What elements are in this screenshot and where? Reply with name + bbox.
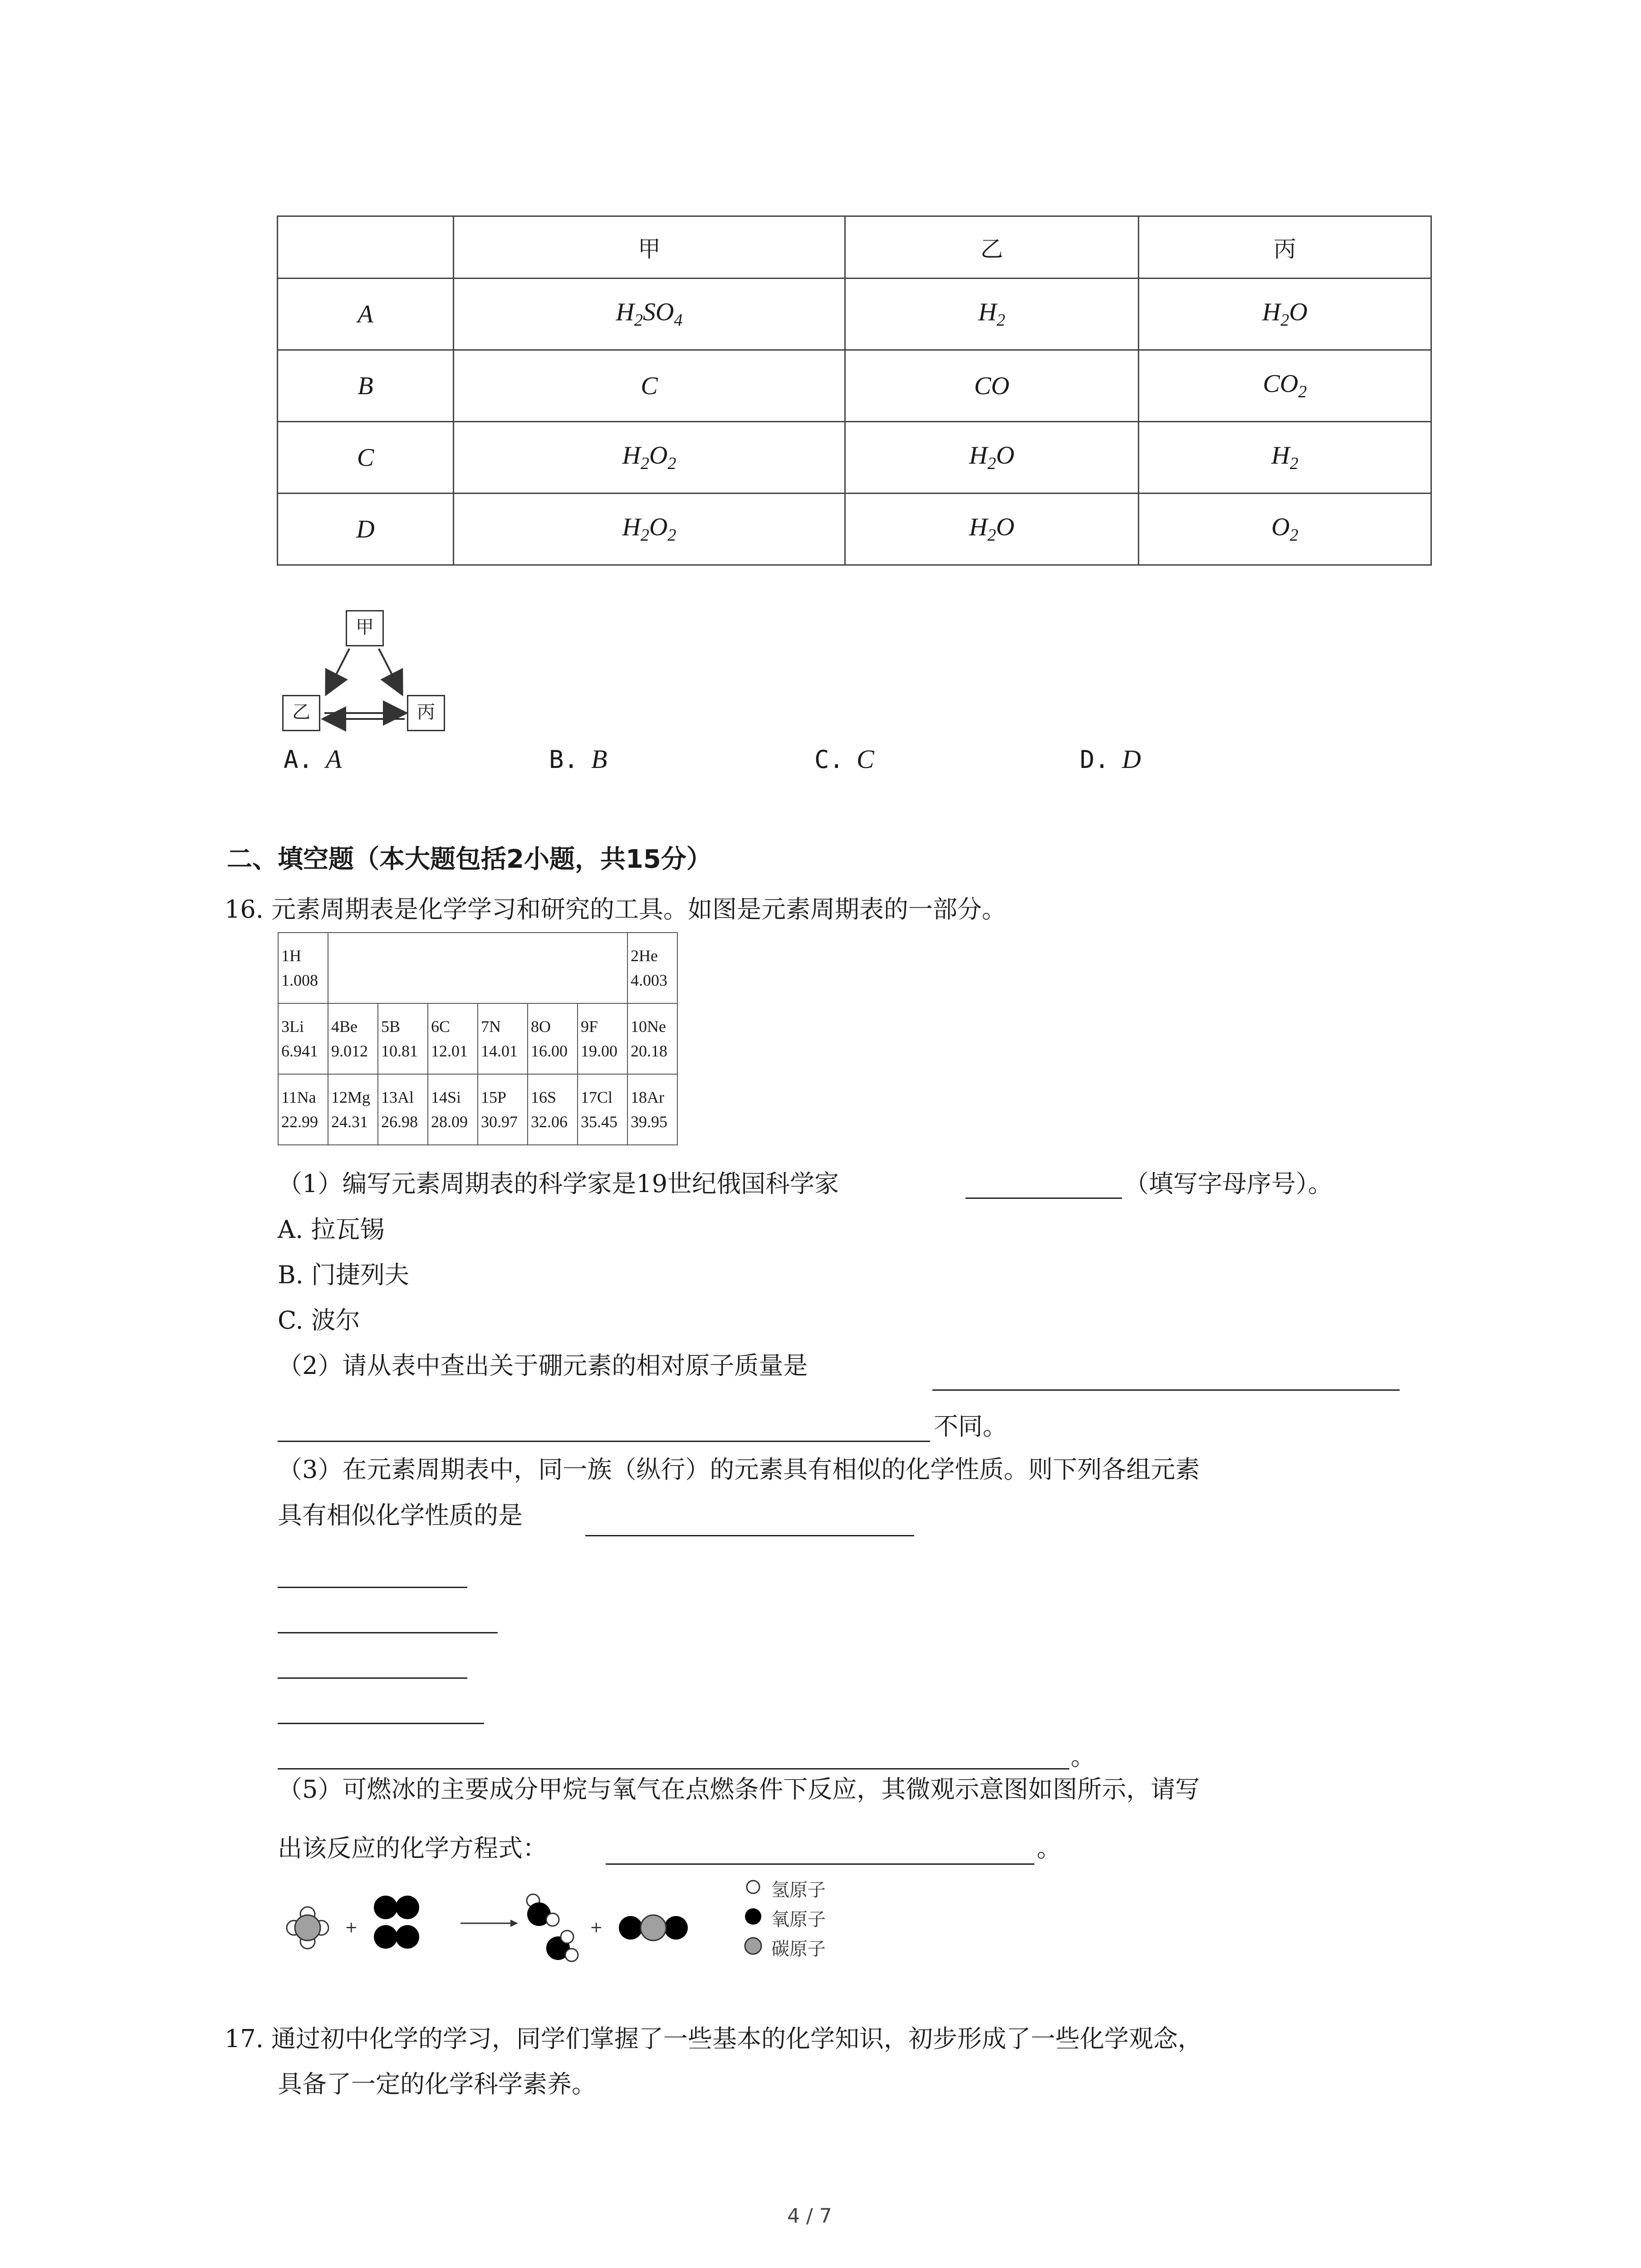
arrow-jia-to-bing — [379, 649, 402, 693]
element-cell: 1H 1.008 — [278, 933, 328, 1003]
answer-blank-1[interactable] — [965, 1198, 1122, 1199]
element-cell: 5B 10.81 — [378, 1003, 428, 1074]
element-cell: 10Ne 20.18 — [627, 1003, 677, 1074]
table-row — [278, 494, 1431, 565]
answer-blank-3[interactable] — [585, 1535, 914, 1536]
element-cell: 9F 19.00 — [578, 1003, 627, 1074]
formula-cell: $H_2O$ — [845, 422, 1139, 494]
formula-cell: $CO_2$ — [1139, 350, 1431, 422]
answer-blank-2a[interactable] — [932, 1389, 1400, 1391]
water-molecules — [527, 1894, 578, 1961]
element-cell: 8O 16.00 — [528, 1003, 578, 1074]
option-d[interactable]: D. D — [1080, 744, 1141, 774]
formula-cell: $O_2$ — [1139, 494, 1431, 565]
section-title: 二、填空题（本大题包括2小题，共15分） — [227, 845, 712, 874]
answer-blank-5[interactable] — [606, 1863, 1034, 1865]
diagram-node-bing: 丙 — [407, 695, 445, 731]
choice-c: C. 波尔 — [278, 1306, 360, 1334]
row-label: B — [278, 350, 454, 422]
oxygen-legend-icon — [745, 1908, 761, 1925]
formula-cell: $H_2$ — [845, 279, 1139, 350]
diagram-node-yi: 乙 — [282, 695, 320, 731]
legend-oxygen: 氧原子 — [771, 1909, 826, 1930]
q16-part5-line2: 出该反应的化学方程式： — [278, 1834, 547, 1862]
formula-cell: $H_2O_2$ — [454, 494, 845, 565]
choice-b: B. 门捷列夫 — [278, 1261, 410, 1289]
table-row — [278, 279, 1431, 350]
answer-blank-line[interactable] — [278, 1677, 467, 1679]
q16-part5-line1: （5）可燃冰的主要成分甲烷与氧气在点燃条件下反应，其微观示意图如图所示，请写 — [278, 1775, 1200, 1804]
plus-sign: + — [345, 1918, 358, 1936]
periodic-table — [278, 932, 678, 1145]
element-cell: 4Be 9.012 — [328, 1003, 378, 1074]
answer-blank-line[interactable] — [278, 1587, 467, 1588]
legend-hydrogen: 氢原子 — [771, 1880, 826, 1901]
q16-stem: 16. 元素周期表是化学学习和研究的工具。如图是元素周期表的一部分。 — [225, 895, 1007, 924]
q16-part5-end: 。 — [1037, 1834, 1061, 1862]
row-label: A — [278, 279, 454, 350]
formula-cell: CO — [845, 350, 1139, 422]
carbon-legend-icon — [745, 1938, 761, 1954]
element-cell: 14Si 28.09 — [428, 1074, 478, 1145]
period-mark: 。 — [1071, 1742, 1095, 1771]
q16-part1-tail: （填写字母序号）。 — [1124, 1169, 1332, 1198]
q17-line1: 17. 通过初中化学的学习，同学们掌握了一些基本的化学知识，初步形成了一些化学观念， — [225, 2024, 1203, 2053]
answer-blank-line[interactable] — [278, 1768, 1069, 1769]
q17-line2: 具备了一定的化学科学素养。 — [278, 2070, 596, 2098]
options-table — [277, 215, 1432, 566]
element-cell: 11Na 22.99 — [278, 1074, 328, 1145]
q16-part1: （1）编写元素周期表的科学家是19世纪俄国科学家 — [278, 1169, 839, 1198]
element-cell: 12Mg 24.31 — [328, 1074, 378, 1145]
element-cell: 16S 32.06 — [528, 1074, 578, 1145]
option-c[interactable]: C. C — [814, 744, 874, 774]
element-cell: 15P 30.97 — [478, 1074, 528, 1145]
choice-a: A. 拉瓦锡 — [278, 1215, 385, 1244]
element-cell: 6C 12.01 — [428, 1003, 478, 1074]
methane-molecule — [287, 1907, 328, 1949]
formula-cell: $H_2O_2$ — [454, 422, 845, 494]
table-header-jia: 甲 — [454, 216, 845, 279]
plus-sign: + — [590, 1918, 603, 1936]
element-cell: 7N 14.01 — [478, 1003, 528, 1074]
answer-blank-line[interactable] — [278, 1632, 498, 1633]
co2-molecule — [619, 1915, 688, 1941]
hydrogen-legend-icon — [747, 1881, 759, 1893]
element-cell: 17Cl 35.45 — [578, 1074, 627, 1145]
element-cell: 3Li 6.941 — [278, 1003, 328, 1074]
element-cell: 18Ar 39.95 — [627, 1074, 677, 1145]
q16-part3-line2: 具有相似化学性质的是 — [278, 1501, 523, 1530]
table-row — [278, 350, 1431, 422]
q16-part2: （2）请从表中查出关于硼元素的相对原子质量是 — [278, 1351, 808, 1380]
oxygen-molecules — [374, 1896, 419, 1949]
table-row — [278, 422, 1431, 494]
formula-cell: $H_2$ — [1139, 422, 1431, 494]
diagram-node-jia: 甲 — [346, 610, 384, 646]
table-header-yi: 乙 — [845, 216, 1139, 279]
option-b[interactable]: B. B — [549, 744, 607, 774]
formula-cell: $H_2O$ — [845, 494, 1139, 565]
answer-blank-line[interactable] — [278, 1723, 484, 1724]
q16-part2-tail: 不同。 — [934, 1412, 1007, 1441]
table-header-bing: 丙 — [1139, 216, 1431, 279]
row-label: D — [278, 494, 454, 565]
legend-carbon: 碳原子 — [771, 1939, 826, 1960]
formula-cell: $H_2SO_4$ — [454, 279, 845, 350]
option-a[interactable]: A. A — [284, 744, 342, 774]
row-label: C — [278, 422, 454, 494]
formula-cell: $H_2O$ — [1139, 279, 1431, 350]
formula-cell: C — [454, 350, 845, 422]
element-cell: 2He 4.003 — [627, 933, 677, 1003]
element-cell: 13Al 26.98 — [378, 1074, 428, 1145]
arrow-jia-to-yi — [327, 649, 349, 693]
answer-blank-2b[interactable] — [278, 1441, 930, 1442]
table-header-empty — [278, 216, 454, 279]
page-number: 4 / 7 — [787, 2204, 832, 2228]
q16-part3-line1: （3）在元素周期表中，同一族（纵行）的元素具有相似的化学性质。则下列各组元素 — [278, 1455, 1200, 1484]
